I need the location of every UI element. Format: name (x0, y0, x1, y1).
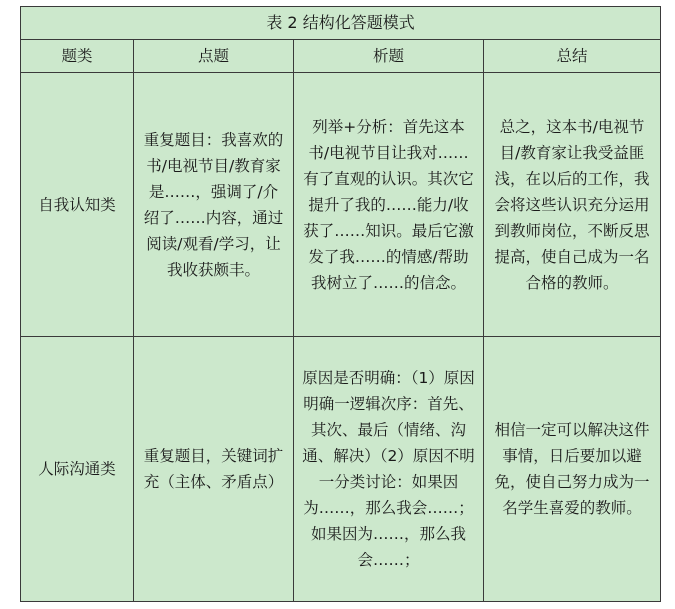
row-point-cell (134, 73, 294, 337)
structured-answer-table-wrapper (20, 6, 661, 602)
row-point-cell (134, 337, 294, 602)
table-row (21, 73, 661, 337)
row-category-cell (21, 337, 134, 602)
row-summary-text: 总之，这本书/电视节目/教育家让我受益匪浅，在以后的工作，我会将这些认识充分运用到教师岗位，不断反思提高，使自己成为一名合格的教师。 (494, 117, 650, 292)
row-analysis-cell (294, 337, 484, 602)
row-point-text: 重复题目，关键词扩充（主体、矛盾点） (143, 447, 284, 491)
row-analysis-text: 列举+分析：首先这本书/电视节目让我对……有了直观的认识。其次它提升了我的……能力/收获了……知识。最后它激发了我……的情感/帮助我树立了……的信念。 (303, 117, 474, 292)
header-point: 点题 (134, 40, 294, 73)
row-category-text: 自我认知类 (38, 195, 116, 214)
row-summary-cell (484, 337, 661, 602)
row-category-cell (21, 73, 134, 337)
structured-answer-table (20, 6, 661, 602)
row-analysis-text: 原因是否明确：（1）原因明确一逻辑次序：首先、其次、最后（情绪、沟通、解决）（2）原因不明一分类讨论：如果因为……，那么我会……；如果因为……，那么我会……； (302, 369, 475, 569)
header-category: 题类 (21, 40, 134, 73)
table-caption: 表 2 结构化答题模式 (21, 7, 661, 40)
row-point-text: 重复题目：我喜欢的书/电视节目/教育家是……，强调了/介绍了……内容，通过阅读/观看/学习，让我收获颇丰。 (143, 130, 284, 279)
row-summary-cell (484, 73, 661, 337)
table-row (21, 337, 661, 602)
row-category-text: 人际沟通类 (38, 460, 116, 478)
row-analysis-cell (294, 73, 484, 337)
header-analysis: 析题 (294, 40, 484, 73)
row-summary-text: 相信一定可以解决这件事情，日后要加以避免，使自己努力成为一名学生喜爱的教师。 (494, 421, 650, 517)
header-summary: 总结 (484, 40, 661, 73)
